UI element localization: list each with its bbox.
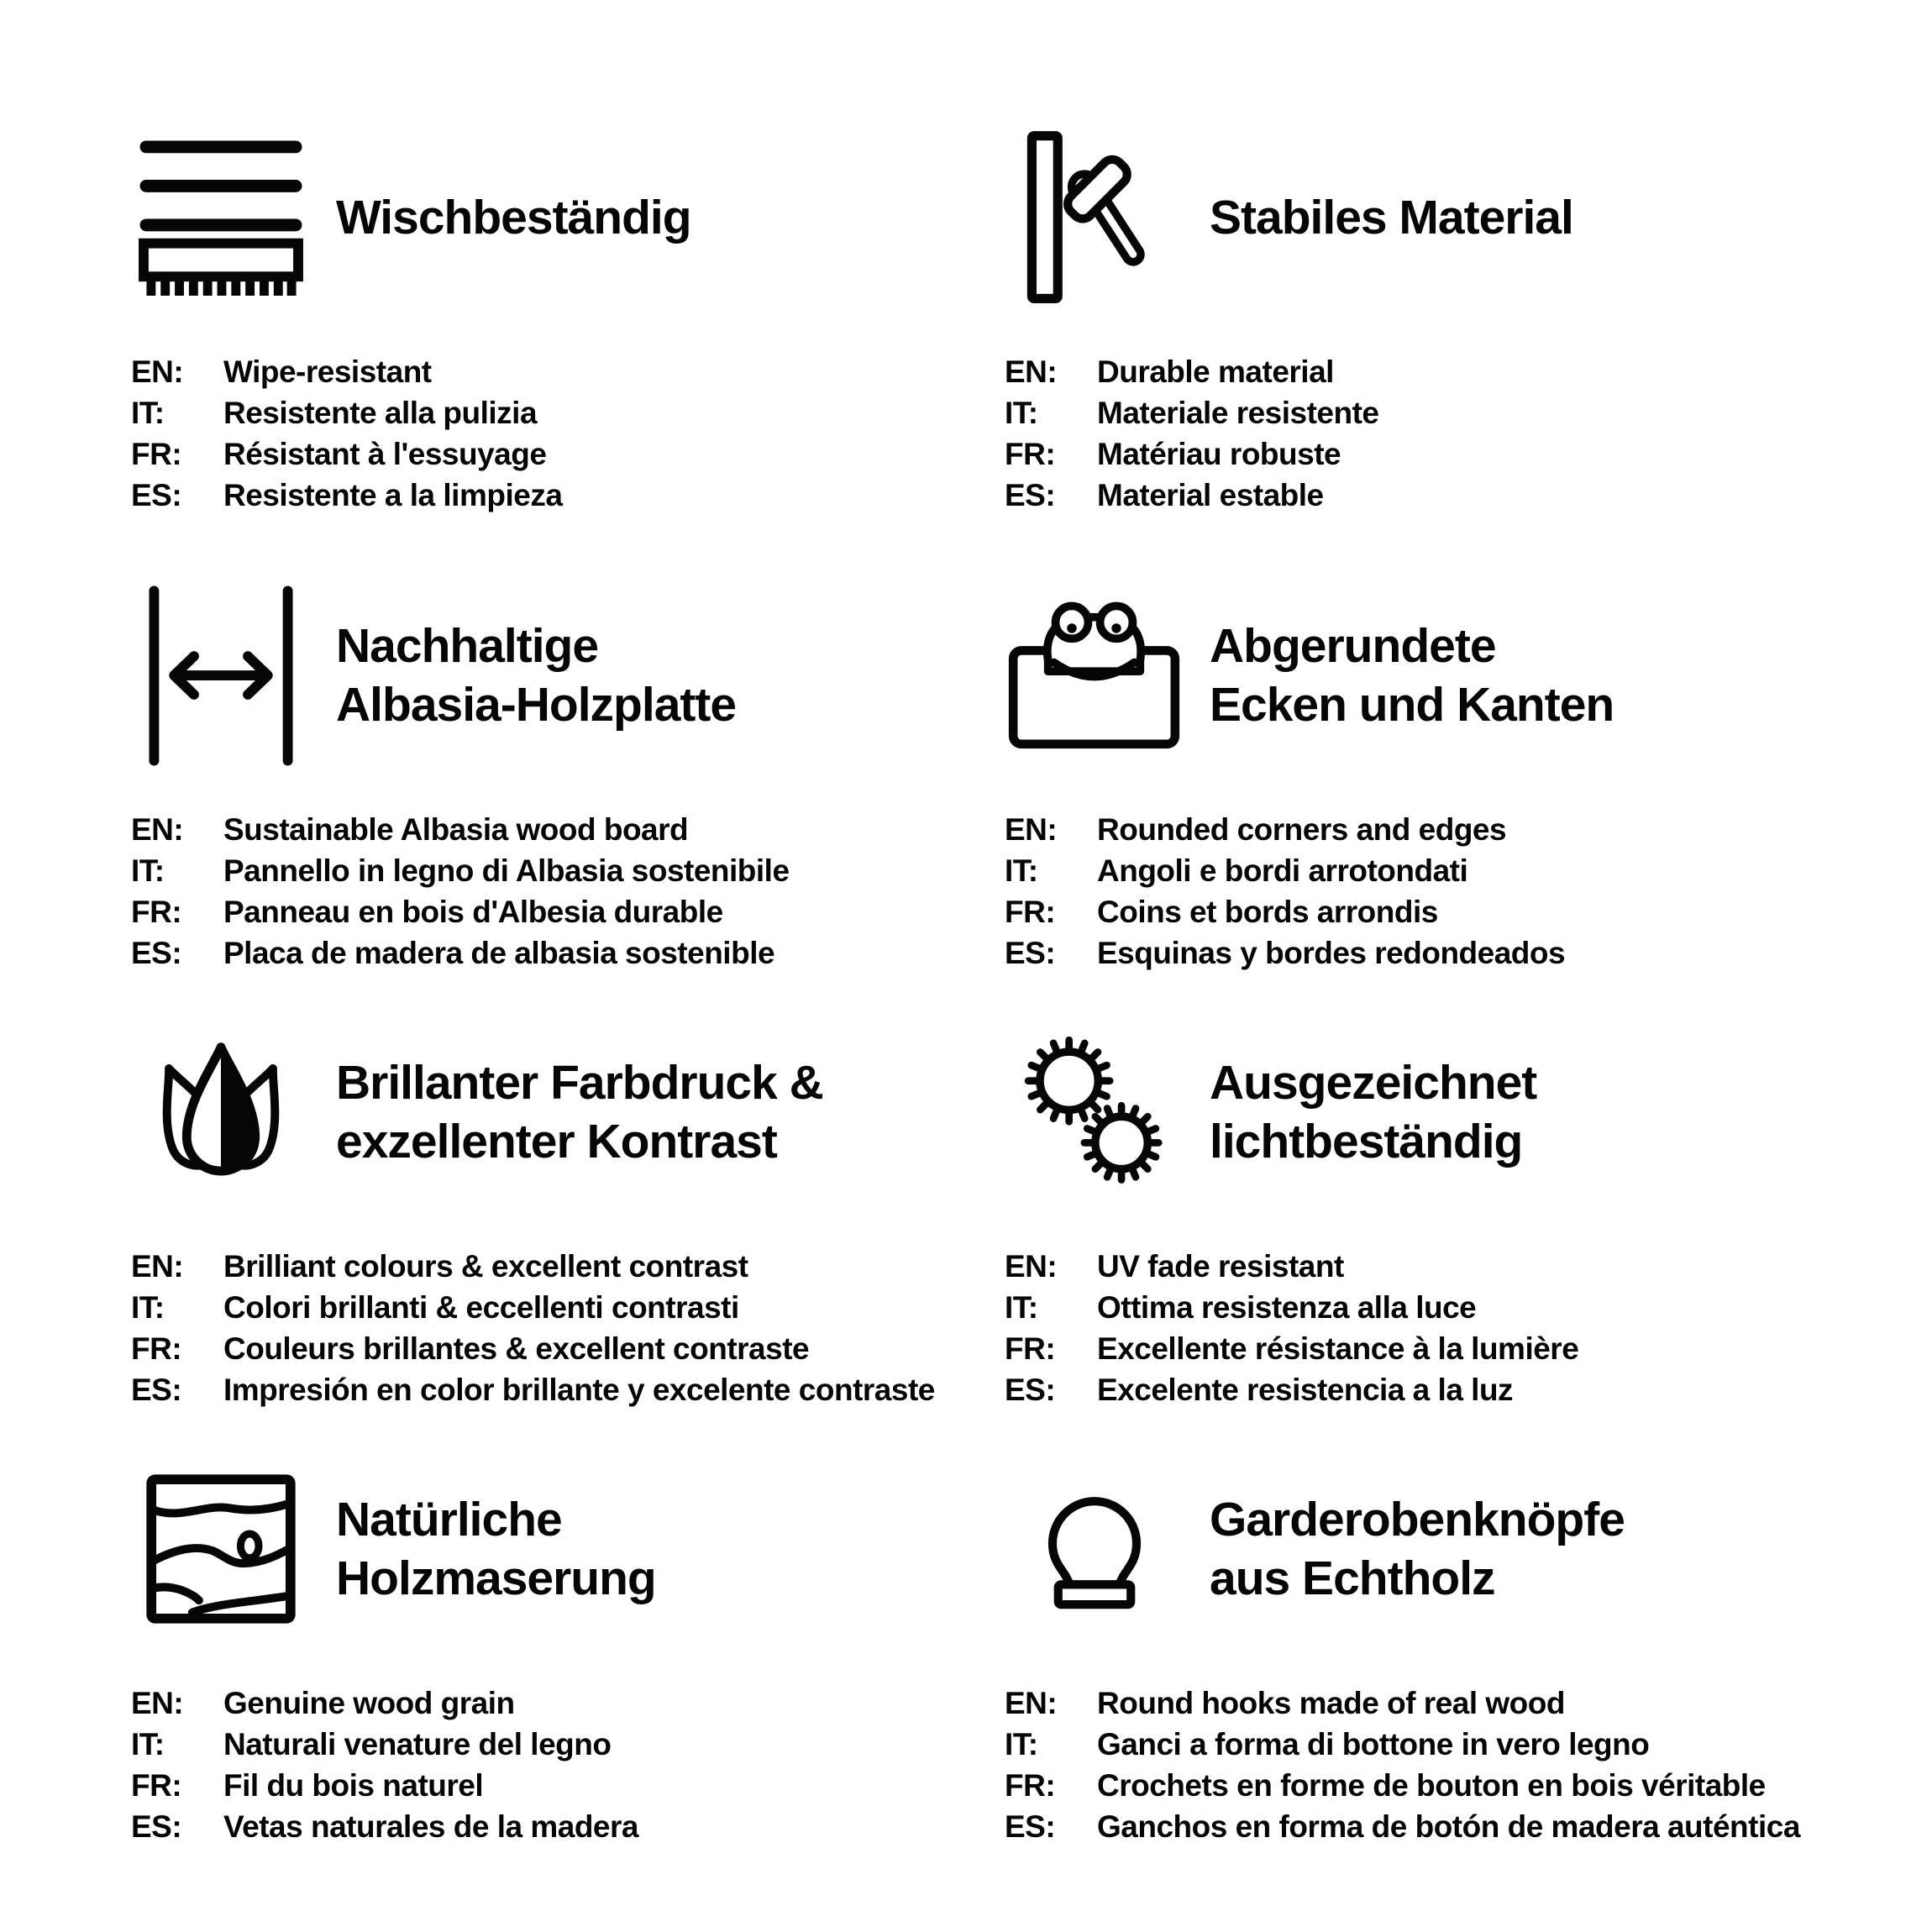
language-label: FR: [1005,437,1056,471]
translation-row [131,392,1000,433]
translation-text: Round hooks made of real wood [1097,1686,1565,1720]
translation-row [131,1683,1000,1724]
feature-title-line: Wischbeständig [336,191,691,244]
translation-text: Excelente resistencia a la luz [1097,1373,1514,1407]
language-label: ES: [1005,936,1056,970]
ink-drops-icon [126,1037,315,1188]
hammer-board-icon [1000,129,1189,306]
translation-list [1000,1683,1848,1847]
translation-row [131,1724,1000,1765]
translation-list [1000,1246,1848,1410]
translation-text: Couleurs brillantes & excellent contraste [223,1331,810,1366]
language-label: FR: [1005,895,1056,929]
feature-header [1000,1457,1848,1641]
feature-uv-resistant [1000,1021,1848,1457]
translation-text: Naturali venature del legno [223,1727,612,1761]
language-label: FR: [1005,1331,1056,1366]
language-label: FR: [131,1331,182,1366]
language-label: IT: [131,396,165,430]
translation-row [1005,351,1848,392]
translation-text: Genuine wood grain [223,1686,515,1720]
translation-row [131,809,1000,850]
translation-list [126,1246,1000,1410]
language-label: IT: [1005,853,1038,888]
language-label: ES: [131,1373,182,1407]
feature-wipe-resistant [126,126,1000,584]
translation-row [131,1328,1000,1369]
translation-text: Excellente résistance à la lumière [1097,1331,1579,1366]
feature-title-line: Natürliche [336,1493,562,1546]
feature-title [336,1490,656,1608]
translation-row [1005,1724,1848,1765]
language-label: FR: [131,895,182,929]
language-label: ES: [1005,478,1056,512]
feature-title [1210,188,1573,247]
translation-text: Fil du bois naturel [223,1768,484,1803]
feature-sustainable-board [126,584,1000,1021]
wooden-knob-icon [1000,1478,1189,1620]
translation-row [131,475,1000,516]
feature-brilliant-colours [126,1021,1000,1457]
language-label: FR: [131,1768,182,1803]
translation-text: Ganci a forma di bottone in vero legno [1097,1727,1650,1761]
translation-row [1005,1369,1848,1410]
feature-header [1000,1021,1848,1204]
language-label: ES: [131,478,182,512]
language-label: FR: [131,437,182,471]
translation-text: Pannello in legno di Albasia sostenibile [223,853,790,888]
translation-row [131,932,1000,974]
feature-header [1000,584,1848,767]
feature-header [126,584,1000,767]
feature-title-line: aus Echtholz [1210,1551,1495,1605]
language-label: EN: [1005,1686,1058,1720]
translation-row [1005,1287,1848,1328]
translation-text: Coins et bords arrondis [1097,895,1438,929]
translation-row [131,850,1000,891]
translation-text: Wipe-resistant [223,354,432,389]
translation-row [1005,850,1848,891]
brush-wipe-icon [126,138,315,297]
translation-text: Rounded corners and edges [1097,812,1507,847]
feature-wood-grain [126,1457,1000,1894]
feature-wooden-knobs [1000,1457,1848,1894]
frog-board-icon [1000,601,1189,750]
translation-text: Resistente a la limpieza [223,478,563,512]
translation-row [1005,932,1848,974]
language-label: IT: [1005,1727,1038,1761]
language-label: ES: [1005,1373,1056,1407]
feature-title [336,1053,823,1171]
feature-durable-material [1000,126,1848,584]
translation-row [131,891,1000,932]
translation-row [131,1287,1000,1328]
language-label: IT: [131,1290,165,1325]
translation-text: UV fade resistant [1097,1249,1344,1284]
translation-row [1005,1246,1848,1287]
feature-header [126,1021,1000,1204]
translation-list [126,351,1000,516]
language-label: EN: [1005,812,1058,847]
translation-text: Materiale resistente [1097,396,1379,430]
translation-text: Sustainable Albasia wood board [223,812,689,847]
translation-row [1005,392,1848,433]
feature-header [126,126,1000,309]
language-label: EN: [131,1249,184,1284]
translation-text: Impresión en color brillante y excelente contraste [223,1373,935,1407]
feature-title [336,188,691,247]
translation-row [1005,1765,1848,1806]
language-label: EN: [131,812,184,847]
feature-title-line: Ecken und Kanten [1210,678,1614,732]
translation-text: Colori brillanti & eccellenti contrasti [223,1290,739,1325]
translation-text: Material estable [1097,478,1324,512]
translation-row [1005,433,1848,475]
translation-row [1005,475,1848,516]
language-label: EN: [1005,1249,1058,1284]
feature-title [336,617,736,734]
language-label: EN: [131,354,184,389]
feature-title-line: Garderobenknöpfe [1210,1493,1625,1546]
translation-list [126,809,1000,974]
feature-title [1210,617,1614,734]
translation-text: Vetas naturales de la madera [223,1809,638,1844]
feature-title [1210,1490,1625,1608]
translation-row [1005,1683,1848,1724]
translation-row [1005,1328,1848,1369]
translation-row [131,351,1000,392]
feature-title-line: Holzmaserung [336,1551,656,1605]
language-label: EN: [1005,354,1058,389]
translation-list [1000,809,1848,974]
feature-title-line: Abgerundete [1210,619,1496,673]
language-label: ES: [131,936,182,970]
language-label: IT: [1005,396,1038,430]
translation-row [131,1246,1000,1287]
language-label: IT: [131,853,165,888]
translation-row [131,433,1000,475]
translation-text: Esquinas y bordes redondeados [1097,936,1566,970]
feature-header [126,1457,1000,1641]
language-label: ES: [1005,1809,1056,1844]
translation-text: Ganchos en forma de botón de madera auténtica [1097,1809,1800,1844]
sun-gears-icon [1000,1036,1189,1189]
translation-text: Panneau en bois d'Albesia durable [223,895,723,929]
translation-list [1000,351,1848,516]
feature-title-line: Stabiles Material [1210,191,1573,244]
translation-row [1005,1806,1848,1847]
translation-text: Resistente alla pulizia [223,396,538,430]
feature-title-line: lichtbeständig [1210,1115,1523,1168]
feature-title-line: Nachhaltige [336,619,599,673]
translation-row [1005,891,1848,932]
width-arrow-icon [126,585,315,766]
translation-text: Placa de madera de albasia sostenible [223,936,775,970]
translation-row [1005,809,1848,850]
feature-title-line: Ausgezeichnet [1210,1056,1537,1110]
translation-row [131,1765,1000,1806]
translation-text: Ottima resistenza alla luce [1097,1290,1477,1325]
wood-grain-icon [126,1473,315,1625]
translation-row [131,1369,1000,1410]
feature-title [1210,1053,1536,1171]
feature-title-line: Brillanter Farbdruck & [336,1056,823,1110]
translation-text: Brilliant colours & excellent contrast [223,1249,748,1284]
feature-header [1000,126,1848,309]
language-label: IT: [1005,1290,1038,1325]
language-label: ES: [131,1809,182,1844]
translation-text: Résistant à l'essuyage [223,437,547,471]
translation-list [126,1683,1000,1847]
language-label: FR: [1005,1768,1056,1803]
language-label: EN: [131,1686,184,1720]
translation-row [131,1806,1000,1847]
translation-text: Matériau robuste [1097,437,1341,471]
feature-title-line: exzellenter Kontrast [336,1115,777,1168]
feature-rounded-corners [1000,584,1848,1021]
translation-text: Angoli e bordi arrotondati [1097,853,1468,888]
translation-text: Durable material [1097,354,1334,389]
language-label: IT: [131,1727,165,1761]
translation-text: Crochets en forme de bouton en bois véritable [1097,1768,1766,1803]
feature-title-line: Albasia-Holzplatte [336,678,737,732]
